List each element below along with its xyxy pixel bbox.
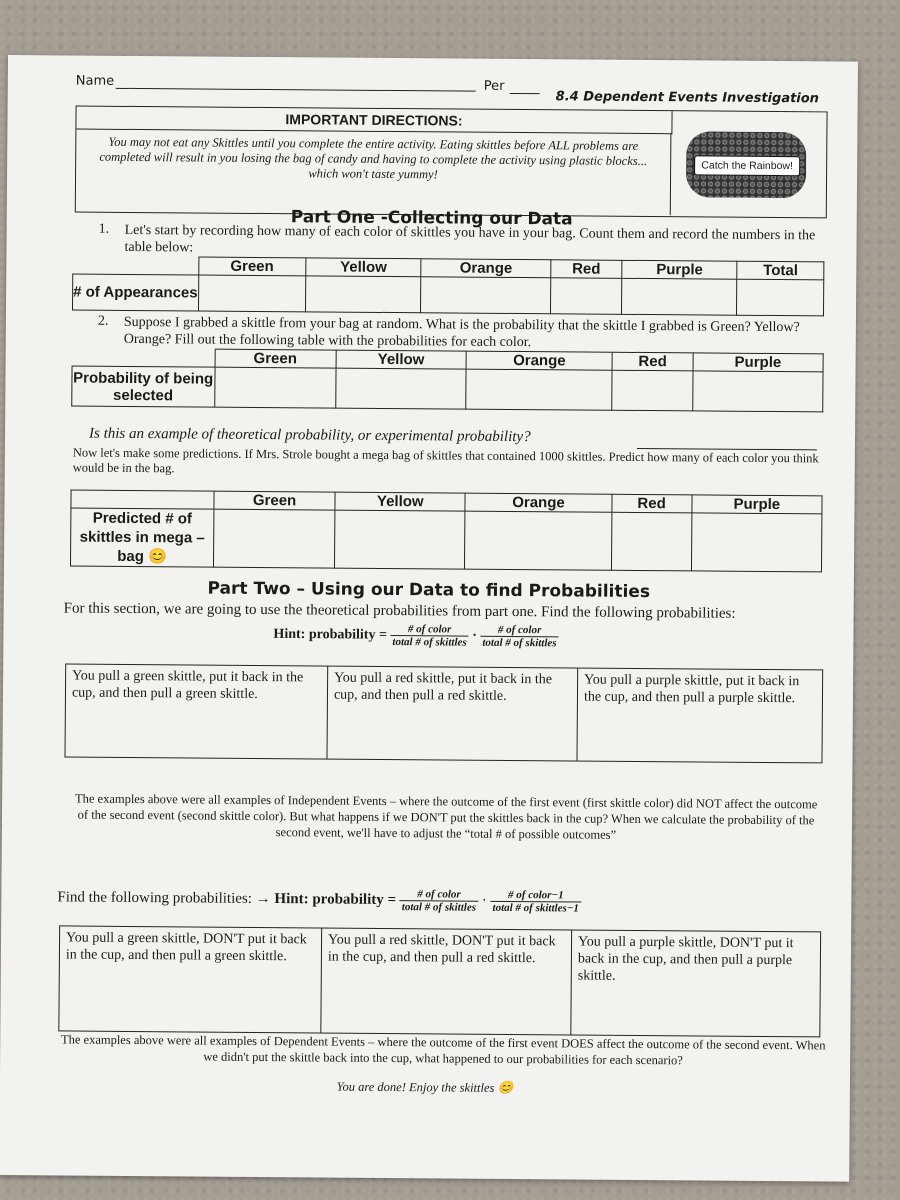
table3-row-label: Predicted # of skittles in mega – bag 😊 — [70, 508, 213, 567]
table2-header: Green — [215, 349, 336, 368]
q2-text: Suppose I grabbed a skittle from your bag at random. What is the probability that the skittle I grabbed is Green? Yellow? Orange? Fill out the following table with the probabilities for each color. — [123, 314, 800, 351]
table1-header: Red — [551, 260, 622, 279]
table2-header: Red — [612, 352, 692, 371]
prediction-table — [70, 490, 823, 573]
table1-input-cell[interactable] — [305, 276, 421, 313]
hint-numerator: # of color — [390, 623, 468, 637]
dependent-events-box — [58, 925, 821, 1037]
independent-cell-green[interactable]: You pull a green skittle, put it back in the cup, and then pull a green skittle. — [65, 664, 328, 758]
hint2-fraction — [400, 888, 478, 914]
hint-label: Hint: probability = — [273, 626, 388, 643]
table3-header: Red — [612, 494, 692, 513]
predictions-text: Now let's make some predictions. If Mrs. Strole bought a mega bag of skittles that contained 1000 skittles. Predict how many of each color you think would be in the bag. — [72, 445, 819, 476]
table2-input-cell[interactable] — [335, 368, 466, 409]
logo-text: Catch the Rainbow! — [694, 155, 800, 176]
table3-header: Orange — [465, 493, 611, 512]
table1-header: Purple — [622, 260, 738, 279]
table2-header: Orange — [466, 351, 612, 370]
hint2-numerator: # of color−1 — [491, 889, 582, 903]
probability-table — [71, 348, 823, 413]
table1-row-label: # of Appearances — [72, 274, 198, 311]
table3-input-cell[interactable] — [335, 510, 466, 569]
table1-input-cell[interactable] — [621, 278, 737, 315]
independent-cell-purple[interactable]: You pull a purple skittle, put it back in the cup, and then pull a purple skittle. — [583, 672, 800, 707]
hint2-label: Hint: probability = — [274, 891, 397, 909]
find-label: Find the following probabilities: → — [57, 889, 275, 908]
table1-header: Orange — [421, 259, 551, 278]
table2-input-cell[interactable] — [466, 369, 613, 410]
multiply-dot: · — [472, 628, 477, 644]
hint-fraction — [390, 623, 468, 649]
table1-corner — [73, 256, 199, 275]
table3-header: Yellow — [335, 492, 465, 511]
table2-corner — [72, 348, 215, 367]
table2-header: Yellow — [336, 350, 466, 369]
closing-text: You are done! Enjoy the skittles 😊 — [336, 1079, 514, 1095]
part-two-title: Part Two – Using our Data to find Probabilities — [207, 578, 651, 603]
worksheet-title: 8.4 Dependent Events Investigation — [555, 89, 820, 107]
table3-input-cell[interactable] — [611, 512, 692, 571]
table1-header: Yellow — [306, 258, 422, 277]
hint2-fraction — [490, 889, 581, 915]
hint2-numerator: # of color — [400, 888, 478, 902]
part-two-intro: For this section, we are going to use the theoretical probabilities from part one. Find the following probabilities: — [63, 600, 736, 622]
worksheet-paper — [0, 55, 858, 1182]
name-label: Name — [75, 73, 115, 89]
hint2-denominator: total # of skittles — [401, 901, 477, 914]
appearances-table — [72, 256, 824, 317]
table3-input-cell[interactable] — [465, 511, 612, 570]
directions-text: You may not eat any Skittles until you complete the entire activity. Eating skittles before ALL problems are completed will result in you losing the bag of candy and having to complete the activity using plastic blocks... which won't taste yummy! — [76, 129, 672, 216]
independent-cell-red[interactable]: You pull a red skittle, put it back in the cup, and then pull a red skittle. — [327, 667, 578, 761]
dependent-cell-purple[interactable]: You pull a purple skittle, DON'T put it back in the cup, and then pull a purple skittle. — [577, 934, 794, 984]
q1-text: Let's start by recording how many of each color of skittles you have in your bag. Count them and record the numbers in the table below: — [124, 222, 816, 256]
probability-type-question: Is this an example of theoretical probability, or experimental probability? — [88, 425, 531, 446]
table3-header: Green — [214, 491, 335, 510]
per-line[interactable] — [510, 93, 540, 94]
table2-input-cell[interactable] — [612, 370, 693, 411]
table1-header: Green — [198, 257, 306, 276]
table2-input-cell[interactable] — [692, 371, 823, 412]
table3-input-cell[interactable] — [213, 509, 335, 568]
dependent-cell-red[interactable]: You pull a red skittle, DON'T put it back in the cup, and then pull a red skittle. — [321, 928, 572, 1034]
hint-numerator: # of color — [480, 624, 558, 638]
independent-note: The examples above were all examples of Independent Events – where the outcome of the first event (first skittle color) did NOT affect the outcome of the second event (second skittle color). But what happens if we DON'T put the skittles back in the cup? When we calculate the probability of the second event, we'll have to adjust the “total # of possible outcomes” — [74, 791, 818, 842]
hint2-denominator: total # of skittles−1 — [492, 901, 580, 915]
part-one-title: Part One -Collecting our Data — [290, 207, 573, 230]
q1-number: 1. — [98, 221, 110, 237]
table1-input-cell[interactable] — [421, 277, 551, 314]
table2-header: Purple — [693, 353, 824, 372]
directions-box — [75, 106, 828, 219]
table1-header: Total — [737, 261, 824, 280]
hint-denominator: total # of skittles — [392, 636, 467, 649]
hint-two — [57, 885, 581, 914]
q2-number: 2. — [97, 313, 109, 329]
table1-input-cell[interactable] — [198, 275, 306, 312]
multiply-dot: · — [481, 892, 487, 909]
table1-input-cell[interactable] — [737, 279, 824, 316]
table2-row-label: Probability of being selected — [72, 366, 215, 407]
hint-fraction — [480, 624, 558, 650]
skittles-logo — [686, 131, 807, 198]
table3-header: Purple — [692, 495, 822, 514]
table1-input-cell[interactable] — [550, 278, 621, 315]
table3-corner — [71, 490, 214, 509]
hint-one — [273, 622, 558, 649]
independent-events-box — [64, 663, 823, 763]
name-line[interactable] — [116, 88, 476, 92]
dependent-cell-green[interactable]: You pull a green skittle, DON'T put it back in the cup, and then pull a green skittle. — [59, 926, 322, 1032]
directions-heading: IMPORTANT DIRECTIONS: — [76, 107, 672, 135]
per-label: Per — [483, 78, 505, 94]
table2-input-cell[interactable] — [214, 367, 336, 408]
dependent-note: The examples above were all examples of Dependent Events – where the outcome of the first event DOES affect the outcome of the second event. When we didn't put the skittle back into the cup, what happened to our probabilities for each scenario? — [60, 1032, 826, 1068]
hint-denominator: total # of skittles — [482, 636, 557, 650]
table3-input-cell[interactable] — [691, 513, 822, 572]
